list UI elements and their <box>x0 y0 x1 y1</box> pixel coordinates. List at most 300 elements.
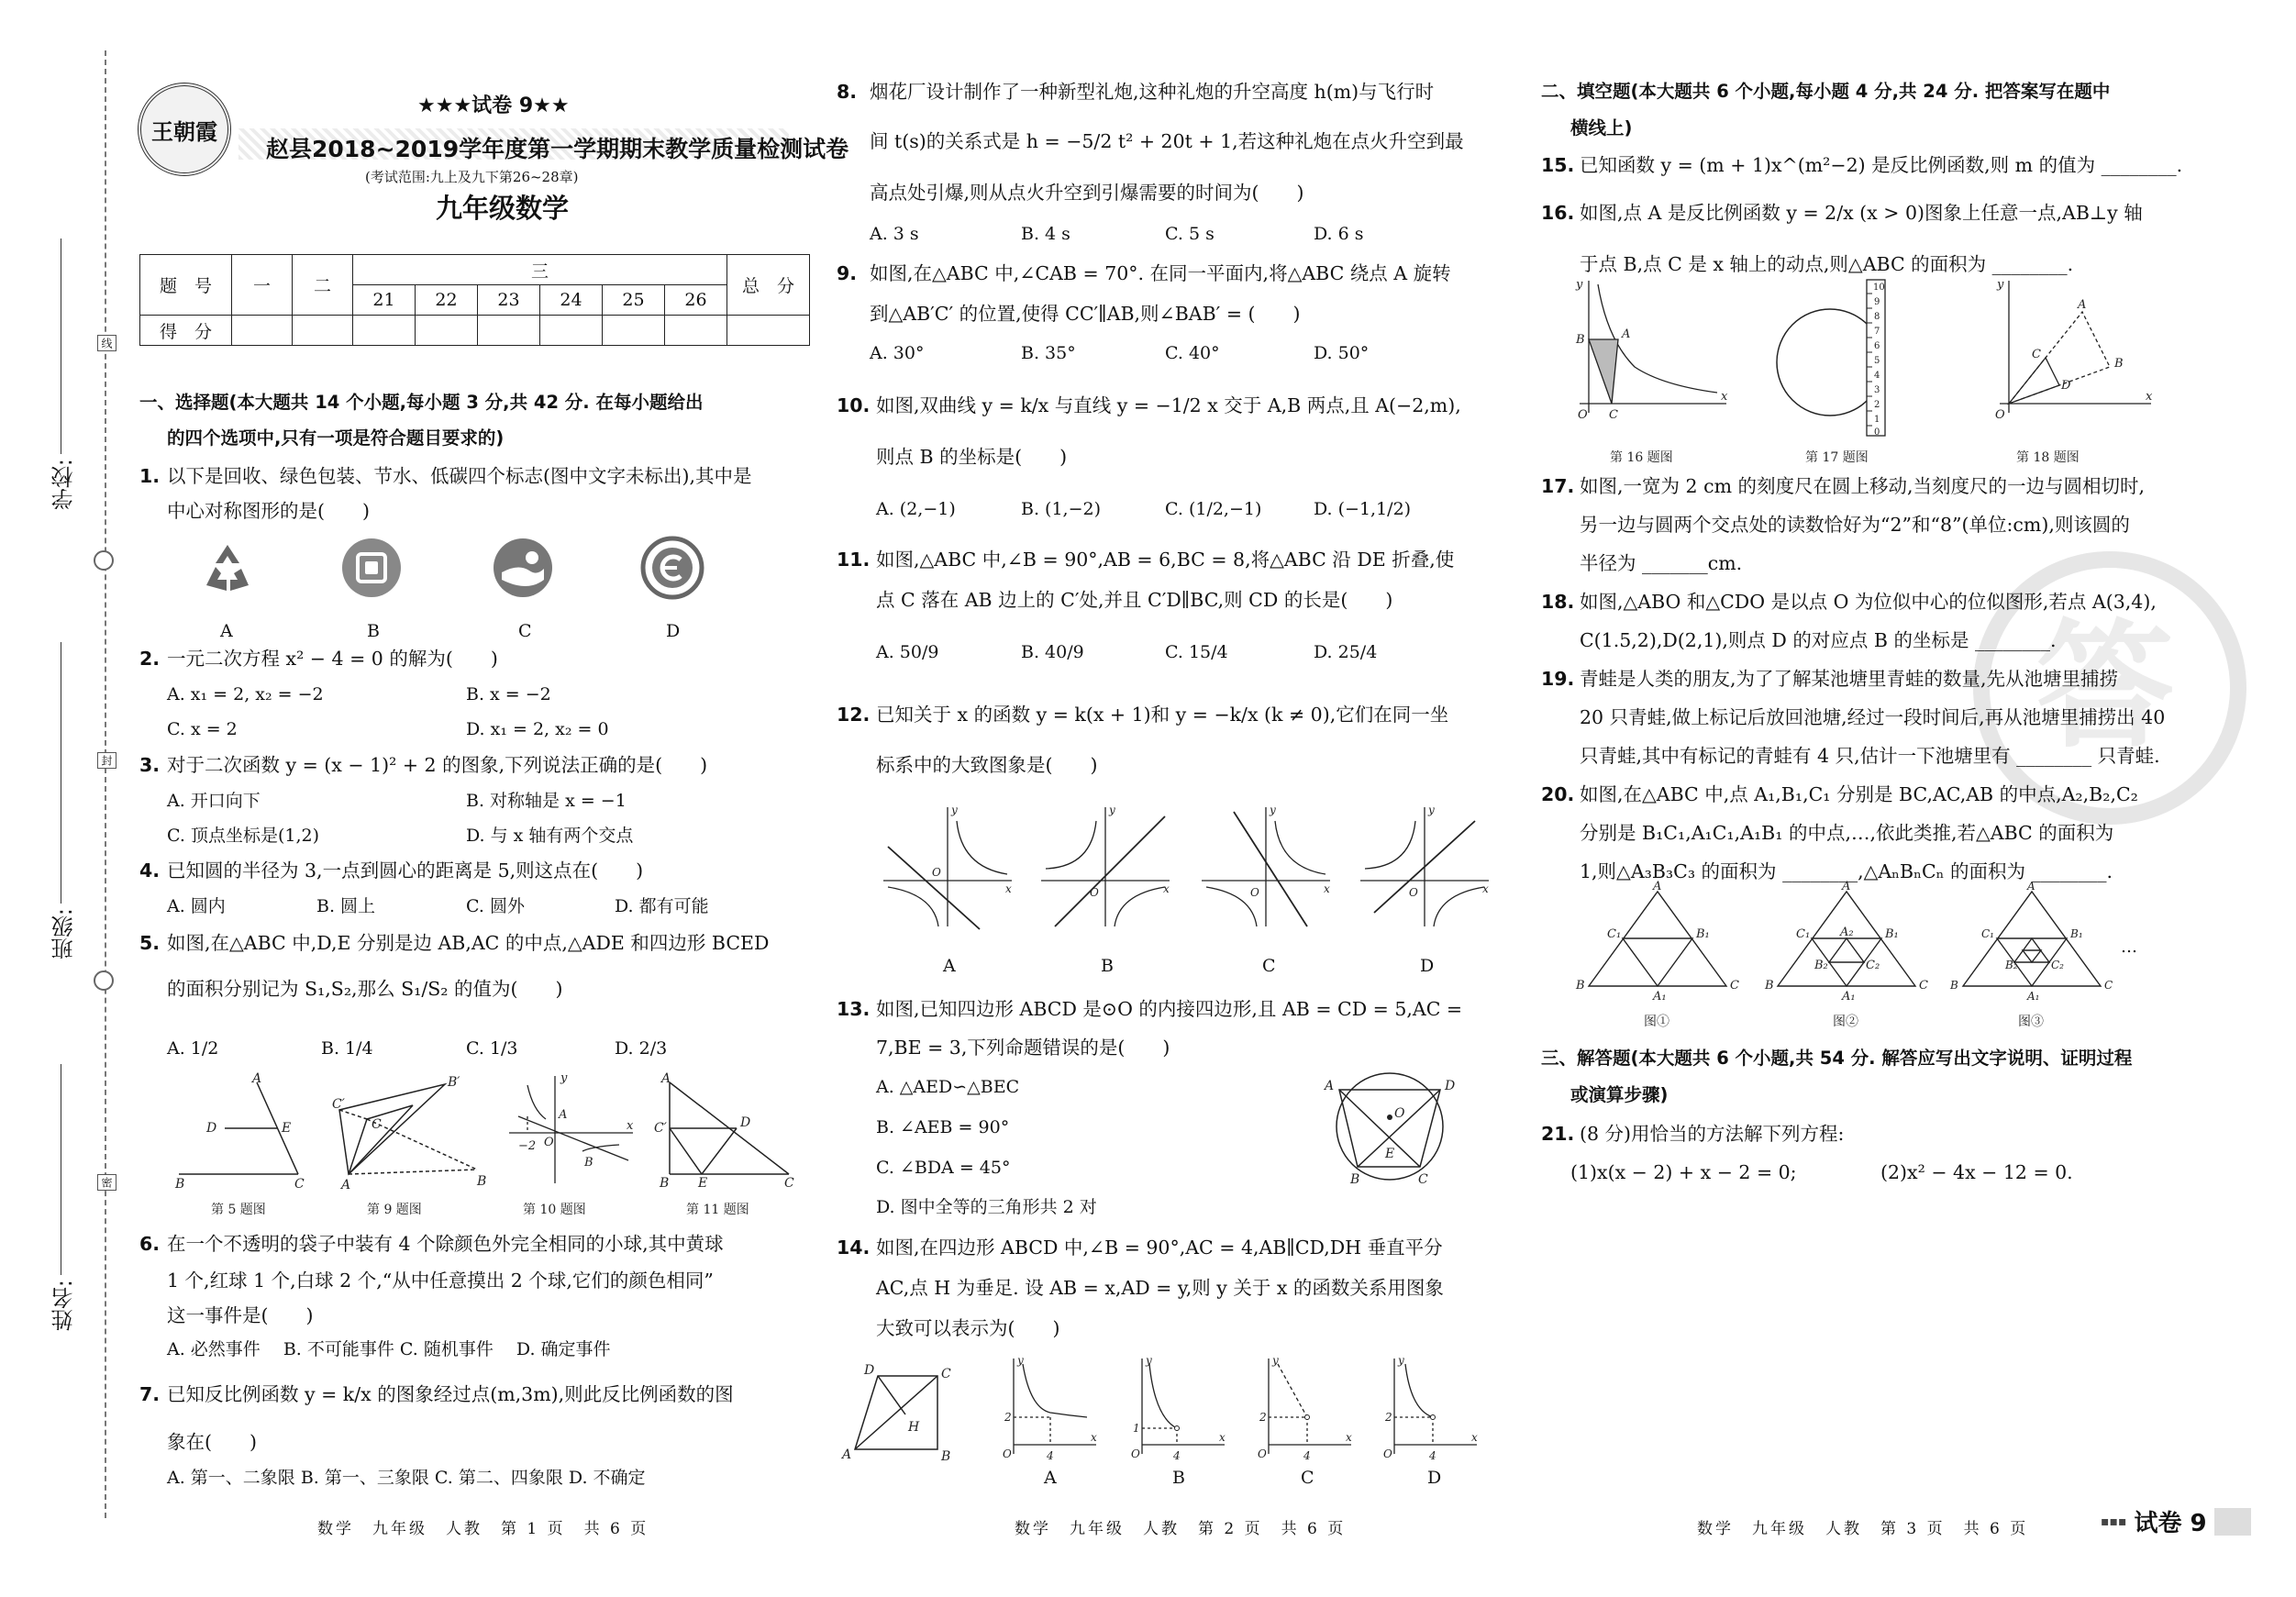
q14-option-d[interactable]: D <box>1427 1468 1442 1488</box>
svg-text:2: 2 <box>1385 1411 1392 1424</box>
paper-number: ★★★试卷 9★★ <box>417 94 570 117</box>
score-cell[interactable] <box>353 316 416 346</box>
score-header-total: 总 分 <box>727 255 810 316</box>
svg-text:9: 9 <box>1874 297 1880 307</box>
svg-text:x: x <box>1482 882 1489 895</box>
svg-text:1: 1 <box>1874 415 1880 425</box>
score-table <box>139 254 810 346</box>
svg-text:O: O <box>1003 1447 1012 1460</box>
question-8-cont: 高点处引爆,则从点火升空到引爆需要的时间为( ) <box>870 182 1304 204</box>
question-number: 2. <box>139 648 161 670</box>
question-17: 如图,一宽为 2 cm 的刻度尺在圆上移动,当刻度尺的一边与圆相切时, <box>1580 475 2146 497</box>
figure-caption: 第 9 题图 <box>367 1203 422 1217</box>
figure-caption: 第 17 题图 <box>1805 450 1869 465</box>
svg-text:x: x <box>2146 390 2153 404</box>
green-package-logo-icon <box>339 536 404 600</box>
question-14: 如图,在四边形 ABCD 中,∠B = 90°,AC = 4,AB∥CD,DH 垂直平分 <box>876 1237 1443 1259</box>
page-footer-3: 数学 九年级 人教 第 3 页 共 6 页 <box>1697 1520 2029 1538</box>
figure-q17 <box>1775 275 1913 440</box>
question-6: 在一个不透明的袋子中装有 4 个除颜色外完全相同的小球,其中黄球 <box>167 1233 724 1255</box>
svg-text:O: O <box>1090 886 1099 899</box>
q11-option-c[interactable]: C. 15/4 <box>1165 642 1228 662</box>
question-9: 如图,在△ABC 中,∠CAB = 70°. 在同一平面内,将△ABC 绕点 A 旋转 <box>870 262 1451 284</box>
question-number: 7. <box>139 1383 161 1405</box>
question-10-cont: 则点 B 的坐标是( ) <box>876 446 1068 468</box>
q3-option-b[interactable]: B. 对称轴是 x = −1 <box>466 791 627 811</box>
svg-text:C₂: C₂ <box>1866 959 1880 972</box>
score-cell[interactable] <box>540 316 603 346</box>
q13-option-c[interactable]: C. ∠BDA = 45° <box>876 1158 1011 1178</box>
svg-text:A₁: A₁ <box>1653 990 1667 1004</box>
question-9-cont: 到△AB′C′ 的位置,使得 CC′∥AB,则∠BAB′ = ( ) <box>870 303 1301 325</box>
q13-option-a[interactable]: A. △AED∽△BEC <box>876 1077 1020 1097</box>
svg-text:A: A <box>661 1071 671 1086</box>
q1-option-c[interactable]: C <box>518 621 532 641</box>
svg-text:C′: C′ <box>332 1097 345 1112</box>
svg-text:0: 0 <box>1874 427 1880 438</box>
punch-hole-icon <box>94 970 114 991</box>
question-10: 如图,双曲线 y = k/x 与直线 y = −1/2 x 交于 A,B 两点,且 A(−2,m), <box>876 394 1461 416</box>
q12-option-c[interactable]: C <box>1262 956 1276 976</box>
section1-heading-cont: 的四个选项中,只有一项是符合题目要求的) <box>167 427 505 449</box>
score-sub: 21 <box>353 285 416 316</box>
question-number: 8. <box>837 81 858 103</box>
svg-text:C: C <box>1730 979 1739 993</box>
exam-scope: (考试范围:九上及九下第26~28章) <box>365 169 579 185</box>
svg-text:E: E <box>282 1121 292 1136</box>
q1-option-d[interactable]: D <box>666 621 681 641</box>
question-13: 如图,已知四边形 ABCD 是⊙O 的内接四边形,且 AB = CD = 5,AC = <box>876 998 1463 1020</box>
q2-option-c[interactable]: C. x = 2 <box>167 719 238 739</box>
question-number: 13. <box>837 998 871 1020</box>
score-cell[interactable] <box>727 316 810 346</box>
subject-title: 九年级数学 <box>436 193 570 224</box>
recycle-logo-icon <box>197 539 258 600</box>
question-20-cont: 1,则△A₃B₃C₃ 的面积为 ________,△AₙBₙCₙ 的面积为 ________. <box>1580 860 2113 882</box>
question-14-cont: AC,点 H 为垂足. 设 AB = x,AD = y,则 y 关于 x 的函数关系用图象 <box>876 1277 1444 1299</box>
school-label: 学校: <box>51 459 77 511</box>
question-number: 14. <box>837 1237 871 1259</box>
graph-q14-a <box>995 1353 1101 1468</box>
q3-option-d[interactable]: D. 与 x 轴有两个交点 <box>466 826 634 846</box>
svg-text:A: A <box>2027 880 2035 893</box>
svg-text:A: A <box>842 1447 852 1462</box>
svg-text:D: D <box>864 1363 875 1378</box>
svg-text:2: 2 <box>1259 1411 1267 1424</box>
q14-option-a[interactable]: A <box>1044 1468 1057 1488</box>
score-header-tihao: 题 号 <box>140 255 232 316</box>
svg-text:y: y <box>1270 804 1276 816</box>
svg-text:x: x <box>1471 1431 1478 1444</box>
score-sub: 25 <box>603 285 665 316</box>
q14-option-c[interactable]: C <box>1301 1468 1314 1488</box>
question-18-cont: C(1.5,2),D(2,1),则点 D 的对应点 B 的坐标是 ________. <box>1580 629 2057 651</box>
svg-text:B: B <box>1950 979 1958 992</box>
question-19-cont: 只青蛙,其中有标记的青蛙有 4 只,估计一下池塘里有 ________ 只青蛙. <box>1580 745 2160 767</box>
svg-text:4: 4 <box>1173 1449 1181 1462</box>
svg-text:y: y <box>1017 1354 1024 1367</box>
q8-option-a[interactable]: A. 3 s <box>870 224 919 244</box>
q8-option-c[interactable]: C. 5 s <box>1165 224 1215 244</box>
svg-text:10: 10 <box>1873 283 1885 293</box>
q9-option-a[interactable]: A. 30° <box>870 343 925 363</box>
low-carbon-logo-icon <box>640 536 704 600</box>
question-number: 21. <box>1541 1123 1575 1145</box>
score-sub: 26 <box>665 285 727 316</box>
svg-text:y: y <box>1398 1354 1404 1367</box>
svg-text:C: C <box>2104 979 2113 992</box>
q3-option-a[interactable]: A. 开口向下 <box>167 791 261 811</box>
svg-text:B₁: B₁ <box>1885 927 1899 941</box>
seal-mark-feng: 封 <box>97 752 116 769</box>
question-number: 15. <box>1541 154 1575 176</box>
paper-badge <box>2101 1504 2251 1538</box>
svg-text:C: C <box>372 1117 382 1132</box>
water-saving-logo-icon <box>491 536 555 600</box>
figure-caption: 第 18 题图 <box>2016 450 2080 465</box>
svg-text:x: x <box>627 1119 634 1133</box>
svg-text:A: A <box>1622 327 1631 341</box>
figure-caption: 图② <box>1833 1015 1858 1029</box>
question-number: 19. <box>1541 668 1575 690</box>
question-number: 3. <box>139 754 161 776</box>
question-6-cont: 1 个,红球 1 个,白球 2 个,“从中任意摸出 2 个球,它们的颜色相同” <box>167 1270 714 1292</box>
question-8: 烟花厂设计制作了一种新型礼炮,这种礼炮的升空高度 h(m)与飞行时 <box>870 81 1435 103</box>
q5-option-b[interactable]: B. 1/4 <box>321 1038 373 1059</box>
svg-text:y: y <box>951 804 958 816</box>
section2-heading-cont: 横线上) <box>1570 117 1633 139</box>
question-20-cont: 分别是 B₁C₁,A₁C₁,A₁B₁ 的中点,…,依此类推,若△ABC 的面积为 <box>1580 822 2114 844</box>
figure-q16 <box>1570 275 1731 427</box>
q6-options[interactable]: A. 必然事件 B. 不可能事件 C. 随机事件 D. 确定事件 <box>167 1339 611 1359</box>
q13-option-b[interactable]: B. ∠AEB = 90° <box>876 1117 1010 1137</box>
question-21: (8 分)用恰当的方法解下列方程: <box>1580 1123 1845 1145</box>
question-11: 如图,△ABC 中,∠B = 90°,AB = 6,BC = 8,将△ABC 沿 DE 折叠,使 <box>876 549 1455 571</box>
svg-text:A: A <box>341 1178 351 1192</box>
score-cell[interactable] <box>665 316 727 346</box>
question-1: 以下是回收、绿色包装、节水、低碳四个标志(图中文字未标出),其中是 <box>167 465 752 487</box>
svg-text:O: O <box>1250 886 1259 899</box>
svg-text:B₁: B₁ <box>2070 927 2083 940</box>
svg-text:x: x <box>1005 882 1012 895</box>
svg-text:O: O <box>1383 1447 1392 1460</box>
graph-q12-b <box>1037 803 1174 931</box>
svg-text:O: O <box>1131 1447 1140 1460</box>
q10-option-d[interactable]: D. (−1,1/2) <box>1314 499 1412 519</box>
q12-option-d[interactable]: D <box>1420 956 1435 976</box>
svg-text:O: O <box>1995 408 2005 422</box>
q4-option-c[interactable]: C. 圆外 <box>466 896 525 916</box>
page-footer-1: 数学 九年级 人教 第 1 页 共 6 页 <box>317 1520 649 1538</box>
graph-q12-d <box>1356 803 1493 931</box>
svg-text:B: B <box>660 1176 670 1191</box>
exam-title: 赵县2018~2019学年度第一学期期末教学质量检测试卷 <box>266 136 849 162</box>
svg-text:A: A <box>559 1108 568 1122</box>
q11-option-d[interactable]: D. 25/4 <box>1314 642 1378 662</box>
q14-option-b[interactable]: B <box>1172 1468 1185 1488</box>
svg-text:x: x <box>1163 882 1170 895</box>
q12-option-b[interactable]: B <box>1101 956 1114 976</box>
question-16-cont: 于点 B,点 C 是 x 轴上的动点,则△ABC 的面积为 ________. <box>1580 253 2074 275</box>
svg-text:B₂: B₂ <box>1814 959 1828 972</box>
q4-option-d[interactable]: D. 都有可能 <box>615 896 709 916</box>
question-1-cont: 中心对称图形的是( ) <box>167 500 370 522</box>
q2-option-a[interactable]: A. x₁ = 2, x₂ = −2 <box>167 684 324 704</box>
score-header-one: 一 <box>232 255 293 316</box>
svg-text:C′: C′ <box>654 1121 667 1136</box>
svg-text:O: O <box>932 866 941 879</box>
svg-text:O: O <box>544 1136 554 1149</box>
question-4: 已知圆的半径为 3,一点到圆心的距离是 5,则这点在( ) <box>167 859 644 882</box>
figure-q10 <box>500 1069 638 1192</box>
score-cell[interactable] <box>293 316 353 346</box>
q10-option-c[interactable]: C. (1/2,−1) <box>1165 499 1262 519</box>
question-7-cont: 象在( ) <box>167 1431 257 1453</box>
svg-text:x: x <box>1324 882 1330 895</box>
svg-text:C₁: C₁ <box>1981 927 1994 940</box>
svg-text:D: D <box>2061 379 2071 393</box>
question-14-cont: 大致可以表示为( ) <box>876 1317 1060 1339</box>
svg-text:A: A <box>2078 298 2087 312</box>
seal-mark-xian: 线 <box>97 335 116 351</box>
score-cell[interactable] <box>232 316 293 346</box>
q9-option-d[interactable]: D. 50° <box>1314 343 1370 363</box>
graph-q14-c <box>1250 1353 1356 1468</box>
question-number: 6. <box>139 1233 161 1255</box>
svg-text:C₂: C₂ <box>2051 959 2064 971</box>
svg-text:2: 2 <box>1004 1411 1012 1424</box>
svg-text:x: x <box>1219 1431 1226 1444</box>
svg-text:5: 5 <box>1874 356 1880 366</box>
graph-q12-a <box>879 803 1016 931</box>
svg-text:C: C <box>2032 348 2041 361</box>
svg-text:4: 4 <box>1047 1449 1054 1462</box>
question-number: 10. <box>837 394 871 416</box>
q10-option-a[interactable]: A. (2,−1) <box>876 499 956 519</box>
figure-q5 <box>170 1073 307 1192</box>
logo-seal <box>138 83 231 176</box>
figure-q20-3 <box>1945 880 2114 1003</box>
svg-text:y: y <box>1146 1354 1152 1367</box>
question-number: 11. <box>837 549 871 571</box>
q11-option-b[interactable]: B. 40/9 <box>1021 642 1084 662</box>
svg-text:y: y <box>1576 278 1583 292</box>
svg-text:C: C <box>294 1177 305 1192</box>
question-number: 17. <box>1541 475 1575 497</box>
figure-caption: 第 10 题图 <box>523 1203 586 1217</box>
q10-option-b[interactable]: B. (1,−2) <box>1021 499 1102 519</box>
svg-text:B: B <box>175 1177 185 1192</box>
graph-q12-c <box>1197 803 1335 931</box>
svg-text:A: A <box>1653 880 1662 893</box>
question-12: 已知关于 x 的函数 y = k(x + 1)和 y = −k/x (k ≠ 0),它们在同一坐 <box>876 704 1449 726</box>
question-19: 青蛙是人类的朋友,为了了解某池塘里青蛙的数量,先从池塘里捕捞 <box>1580 668 2119 690</box>
svg-text:C₁: C₁ <box>1796 927 1811 941</box>
score-header-three: 三 <box>353 255 727 285</box>
question-20: 如图,在△ABC 中,点 A₁,B₁,C₁ 分别是 BC,AC,AB 的中点,A₂,B₂,C₂ <box>1580 783 2138 805</box>
ellipsis-text: … <box>2121 937 2137 957</box>
svg-text:1: 1 <box>1133 1422 1140 1435</box>
figure-caption: 图③ <box>2018 1015 2044 1029</box>
svg-text:O: O <box>1409 886 1418 899</box>
svg-text:C₁: C₁ <box>1607 927 1622 941</box>
svg-text:A₁: A₁ <box>1842 990 1856 1004</box>
page-footer-2: 数学 九年级 人教 第 2 页 共 6 页 <box>1015 1520 1347 1538</box>
svg-text:B: B <box>2114 357 2124 371</box>
svg-text:A: A <box>1325 1079 1335 1093</box>
svg-text:6: 6 <box>1874 341 1880 351</box>
figure-q14 <box>837 1358 983 1468</box>
score-header-two: 二 <box>293 255 353 316</box>
q7-options[interactable]: A. 第一、二象限 B. 第一、三象限 C. 第二、四象限 D. 不确定 <box>167 1468 646 1488</box>
question-6-cont: 这一事件是( ) <box>167 1304 314 1326</box>
badge-dots: ▪▪▪ <box>2101 1514 2127 1529</box>
q9-option-c[interactable]: C. 40° <box>1165 343 1220 363</box>
section2-heading: 二、填空题(本大题共 6 个小题,每小题 4 分,共 24 分. 把答案写在题中 <box>1541 81 2111 102</box>
question-2: 一元二次方程 x² − 4 = 0 的解为( ) <box>167 648 498 670</box>
figure-caption: 第 16 题图 <box>1610 450 1673 465</box>
q12-option-a[interactable]: A <box>943 956 956 976</box>
punch-hole-icon <box>94 550 114 571</box>
q5-option-a[interactable]: A. 1/2 <box>167 1038 219 1059</box>
question-number: 16. <box>1541 202 1575 224</box>
q5-option-d[interactable]: D. 2/3 <box>615 1038 668 1059</box>
figure-q20-1 <box>1570 880 1740 1004</box>
question-5-cont: 的面积分别记为 S₁,S₂,那么 S₁/S₂ 的值为( ) <box>167 978 563 1000</box>
svg-text:y: y <box>1997 278 2004 292</box>
svg-text:O: O <box>1258 1447 1267 1460</box>
q9-option-b[interactable]: B. 35° <box>1021 343 1076 363</box>
score-cell[interactable] <box>603 316 665 346</box>
svg-text:A₁: A₁ <box>2027 990 2040 1003</box>
section1-heading: 一、选择题(本大题共 14 个小题,每小题 3 分,共 42 分. 在每小题给出 <box>139 392 704 413</box>
svg-text:B₁: B₁ <box>1696 927 1710 941</box>
q4-option-a[interactable]: A. 圆内 <box>167 896 226 916</box>
svg-text:x: x <box>1346 1431 1352 1444</box>
svg-text:4: 4 <box>1874 371 1880 381</box>
question-13-cont: 7,BE = 3,下列命题错误的是( ) <box>876 1037 1170 1059</box>
q8-option-b[interactable]: B. 4 s <box>1021 224 1070 244</box>
figure-q20-2 <box>1759 880 1929 1004</box>
svg-text:−2: −2 <box>518 1139 537 1153</box>
svg-text:C: C <box>784 1176 794 1191</box>
svg-text:B: B <box>584 1156 593 1170</box>
svg-text:C: C <box>941 1367 951 1381</box>
svg-text:E: E <box>698 1176 708 1191</box>
score-sub: 24 <box>540 285 603 316</box>
score-row-defen: 得 分 <box>140 316 232 346</box>
question-8-cont: 间 t(s)的关系式是 h = −5/2 t² + 20t + 1,若这种礼炮在点火升空到最 <box>870 130 1464 152</box>
q21-part-2: (2)x² − 4x − 12 = 0. <box>1880 1161 2073 1183</box>
q13-option-d[interactable]: D. 图中全等的三角形共 2 对 <box>876 1197 1097 1217</box>
name-label: 姓名: <box>51 1280 77 1332</box>
svg-text:B′: B′ <box>448 1075 460 1090</box>
q2-option-b[interactable]: B. x = −2 <box>466 684 551 704</box>
svg-text:A: A <box>252 1071 262 1086</box>
q1-option-a[interactable]: A <box>220 621 233 641</box>
score-cell[interactable] <box>478 316 540 346</box>
question-number: 9. <box>837 262 858 284</box>
q2-option-d[interactable]: D. x₁ = 2, x₂ = 0 <box>466 719 609 739</box>
svg-text:B: B <box>1576 979 1585 993</box>
question-15: 已知函数 y = (m + 1)x^(m²−2) 是反比例函数,则 m 的值为 ________. <box>1580 154 2183 176</box>
graph-q14-d <box>1376 1353 1481 1468</box>
question-5: 如图,在△ABC 中,D,E 分别是边 AB,AC 的中点,△ADE 和四边形 BCED <box>167 932 770 954</box>
logo-text: 王朝霞 <box>151 117 217 145</box>
figure-q18 <box>1986 275 2156 427</box>
score-cell[interactable] <box>416 316 478 346</box>
question-number: 1. <box>139 465 161 487</box>
svg-text:3: 3 <box>1874 385 1880 395</box>
svg-text:C: C <box>1418 1172 1428 1187</box>
q8-option-d[interactable]: D. 6 s <box>1314 224 1364 244</box>
question-number: 5. <box>139 932 161 954</box>
seal-mark-mi: 密 <box>97 1174 116 1191</box>
graph-q14-b <box>1124 1353 1229 1468</box>
q5-option-c[interactable]: C. 1/3 <box>466 1038 518 1059</box>
svg-text:O: O <box>1394 1106 1405 1121</box>
question-7: 已知反比例函数 y = k/x 的图象经过点(m,3m),则此反比例函数的图 <box>167 1383 734 1405</box>
figure-q13 <box>1312 1064 1468 1192</box>
badge-bar <box>2214 1508 2251 1536</box>
svg-text:D: D <box>206 1121 217 1136</box>
svg-text:y: y <box>1109 804 1115 816</box>
question-17-cont: 另一边与圆两个交点处的读数恰好为“2”和“8”(单位:cm),则该圆的 <box>1580 514 2130 536</box>
svg-text:A₂: A₂ <box>1840 926 1854 939</box>
svg-text:B: B <box>1765 979 1774 993</box>
section3-heading: 三、解答题(本大题共 6 个小题,共 54 分. 解答应写出文字说明、证明过程 <box>1541 1048 2133 1069</box>
svg-text:y: y <box>560 1071 568 1085</box>
svg-text:4: 4 <box>1303 1449 1311 1462</box>
svg-text:4: 4 <box>1429 1449 1436 1462</box>
question-number: 20. <box>1541 783 1575 805</box>
svg-text:B: B <box>941 1449 951 1464</box>
svg-text:B₂: B₂ <box>2005 959 2018 971</box>
q11-option-a[interactable]: A. 50/9 <box>876 642 939 662</box>
figure-caption: 第 5 题图 <box>211 1203 266 1217</box>
score-sub: 22 <box>416 285 478 316</box>
q1-option-b[interactable]: B <box>367 621 380 641</box>
svg-text:O: O <box>1578 408 1588 422</box>
section3-heading-cont: 或演算步骤) <box>1570 1084 1669 1105</box>
svg-text:D: D <box>1445 1079 1456 1093</box>
svg-text:2: 2 <box>1874 400 1880 410</box>
question-number: 12. <box>837 704 871 726</box>
svg-text:C: C <box>1919 979 1928 993</box>
question-17-cont: 半径为 _______cm. <box>1580 552 1743 574</box>
svg-text:x: x <box>1091 1431 1097 1444</box>
q21-part-1: (1)x(x − 2) + x − 2 = 0; <box>1570 1161 1797 1183</box>
badge-text: 试卷 9 <box>2134 1510 2207 1537</box>
svg-text:B: B <box>477 1174 487 1189</box>
svg-text:B: B <box>1350 1172 1360 1187</box>
q4-option-b[interactable]: B. 圆上 <box>316 896 376 916</box>
score-sub: 23 <box>478 285 540 316</box>
svg-text:H: H <box>908 1420 920 1435</box>
binding-line <box>105 50 106 1518</box>
figure-caption: 第 11 题图 <box>686 1203 749 1217</box>
svg-text:答: 答 <box>2036 607 2175 767</box>
question-number: 18. <box>1541 591 1575 613</box>
svg-text:x: x <box>1721 390 1728 404</box>
svg-text:8: 8 <box>1874 312 1880 322</box>
question-16: 如图,点 A 是反比例函数 y = 2/x (x > 0)图象上任意一点,AB⊥y 轴 <box>1580 202 2143 224</box>
svg-text:B: B <box>1576 333 1585 347</box>
figure-q11 <box>656 1073 793 1192</box>
svg-text:E: E <box>1385 1147 1395 1161</box>
q3-option-c[interactable]: C. 顶点坐标是(1,2) <box>167 826 319 846</box>
question-3: 对于二次函数 y = (x − 1)² + 2 的图象,下列说法正确的是( ) <box>167 754 708 776</box>
